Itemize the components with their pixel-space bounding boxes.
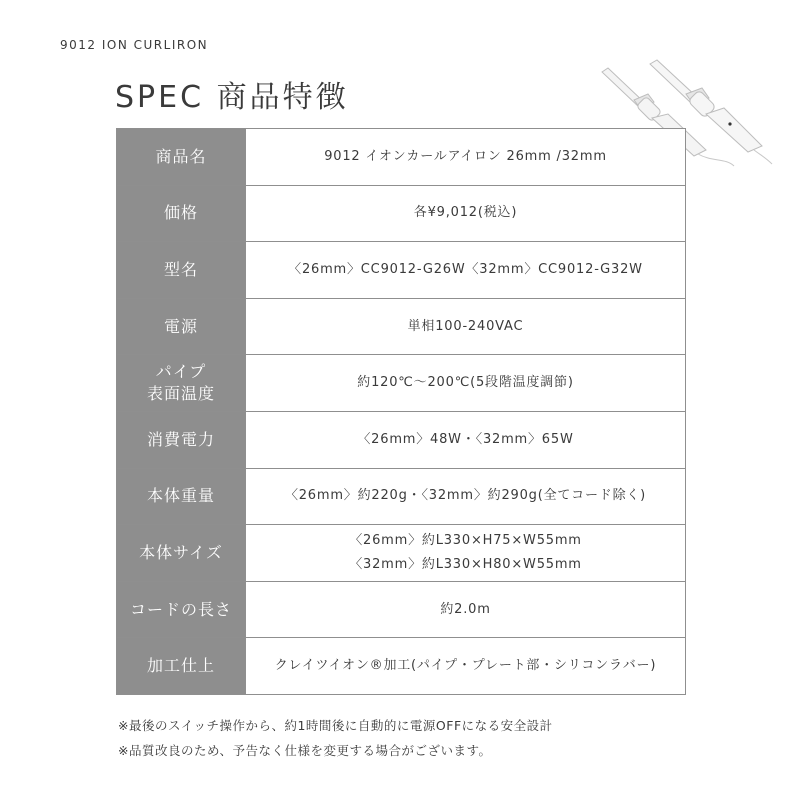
- spec-value: [246, 411, 686, 468]
- spec-label-line: 商品名: [155, 146, 207, 166]
- spec-value: [246, 185, 686, 242]
- spec-label-line: 加工仕上: [146, 656, 215, 676]
- spec-value-line: 〈26mm〉48W・〈32mm〉65W: [357, 431, 574, 447]
- spec-row: [117, 355, 686, 412]
- spec-label: [117, 411, 246, 468]
- spec-value-line: クレイツイオン®加工(パイプ・プレート部・シリコンラバー): [274, 658, 657, 674]
- spec-value-line: 単相100-240VAC: [407, 318, 524, 334]
- spec-row: [117, 468, 686, 525]
- spec-value: [246, 298, 686, 355]
- spec-label: [117, 581, 246, 638]
- spec-value-line: 〈26mm〉約220g・〈32mm〉約290g(全てコード除く): [284, 488, 647, 504]
- note-spec-change: ※品質改良のため、予告なく仕様を変更する場合がございます。: [118, 743, 492, 758]
- spec-value: [246, 242, 686, 299]
- spec-value-line: 〈26mm〉CC9012-G26W〈32mm〉CC9012-G32W: [288, 261, 643, 277]
- spec-label-line: パイプ: [155, 362, 207, 382]
- notes: [118, 713, 553, 763]
- spec-row: [117, 638, 686, 695]
- spec-value-line: 〈32mm〉約L330×H80×W55mm: [349, 556, 582, 572]
- spec-value: [246, 581, 686, 638]
- spec-label-line: 本体サイズ: [139, 542, 223, 562]
- spec-label: [117, 355, 246, 412]
- spec-row: [117, 185, 686, 242]
- spec-label-line: 型名: [163, 259, 198, 279]
- spec-row: [117, 298, 686, 355]
- spec-value-line: 各¥9,012(税込): [413, 205, 518, 221]
- spec-value-line: 約120℃〜200℃(5段階温度調節): [357, 375, 574, 391]
- spec-row: [117, 525, 686, 582]
- spec-value-line: 約2.0m: [440, 601, 491, 617]
- spec-label: [117, 525, 246, 582]
- spec-row: [117, 411, 686, 468]
- spec-value: [246, 525, 686, 582]
- brand-label: 9012 ION CURLIRON: [60, 38, 209, 52]
- spec-value-line: 9012 イオンカールアイロン 26mm /32mm: [324, 148, 607, 164]
- spec-table: [116, 128, 686, 695]
- spec-row: [117, 242, 686, 299]
- page-title: SPEC 商品特徴: [115, 80, 349, 115]
- spec-label-line: 価格: [163, 203, 198, 223]
- spec-label: [117, 185, 246, 242]
- spec-label: [117, 298, 246, 355]
- spec-label-line: 表面温度: [146, 384, 215, 404]
- spec-value: [246, 468, 686, 525]
- spec-label-line: 消費電力: [146, 429, 215, 449]
- spec-value: [246, 355, 686, 412]
- spec-value-line: 〈26mm〉約L330×H75×W55mm: [349, 532, 582, 548]
- spec-value: [246, 638, 686, 695]
- spec-label-line: コードの長さ: [129, 599, 232, 619]
- spec-label: [117, 638, 246, 695]
- spec-value: [246, 129, 686, 186]
- spec-row: [117, 581, 686, 638]
- note-auto-off: ※最後のスイッチ操作から、約1時間後に自動的に電源OFFになる安全設計: [118, 718, 553, 733]
- spec-label: [117, 242, 246, 299]
- spec-row: [117, 129, 686, 186]
- spec-label-line: 電源: [163, 316, 198, 336]
- spec-label-line: 本体重量: [146, 486, 215, 506]
- spec-label: [117, 468, 246, 525]
- spec-label: [117, 129, 246, 186]
